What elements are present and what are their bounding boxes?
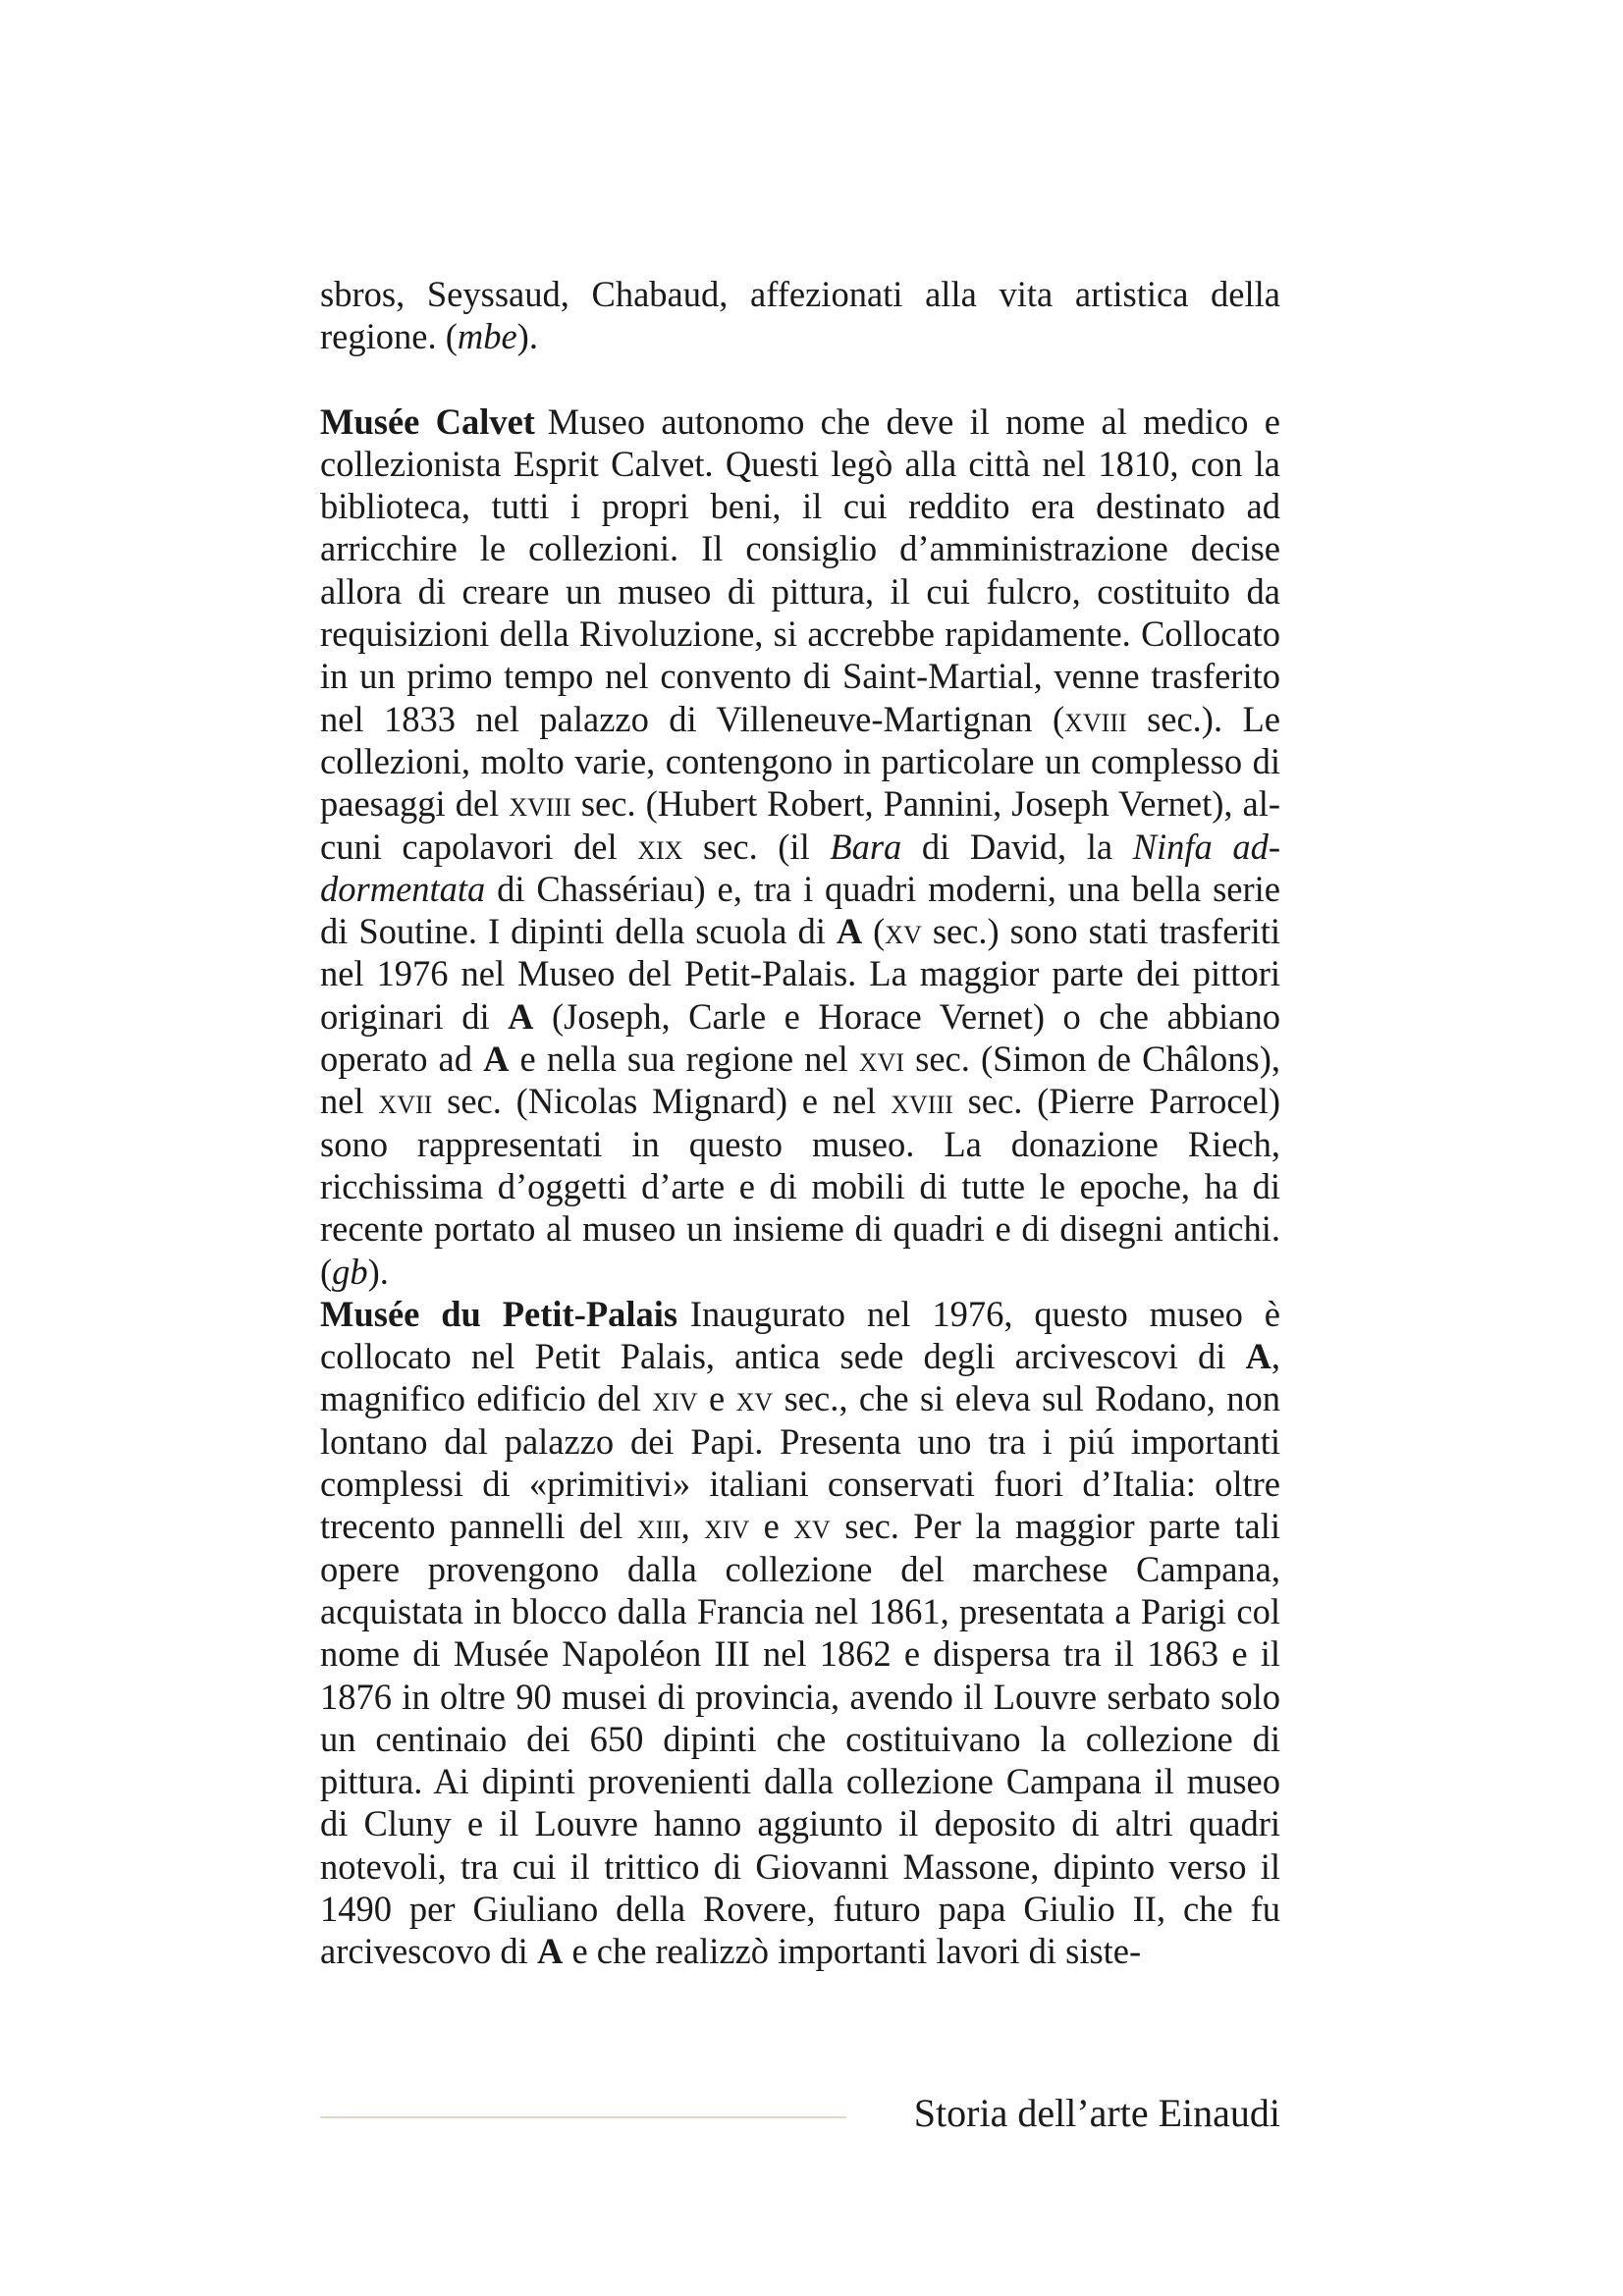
entry-heading: Musée du Petit-Palais [320,1293,678,1334]
century-numeral: xviii [1064,698,1127,739]
entry-text: , magnifico edificio del [320,1336,1280,1419]
century-numeral: xvi [858,1039,905,1080]
entry-text: ( [862,911,886,952]
century-numeral: xvii [378,1081,433,1122]
entry-text: sec. (Hubert Robert, Pannini, Joseph Vernet), alcuni capolavori del [320,783,1280,867]
century-numeral: xviii [891,1081,953,1122]
author-initials: gb [332,1251,368,1292]
entry-text: e nella sua regione nel [509,1039,859,1080]
century-numeral: xiv [652,1378,698,1419]
city-abbreviation: A [536,1931,564,1972]
footer-rule [320,2116,846,2118]
entry-text: di David, la [901,826,1133,867]
entry-text: e [749,1506,794,1547]
century-numeral: xiii [636,1506,681,1547]
entry-text: sec. Per la maggior parte tali opere provengono dalla collezione del marchese Campana, acquistata in blocco dalla Francia nel 1861, presentata a Parigi col nome di Musée Napoléon III nel 1862 e dispersa tra il 1863 e il 1876 in oltre 90 musei di provincia, avendo il Louvre serbato solo un centinaio dei 650 dipinti che costituivano la collezione di pittura. Ai dipinti provenienti dalla collezione Campana il museo di Cluny e il Louvre hanno aggiunto il deposito di altri quadri notevoli, tra cui il trittico di Giovanni Massone, dipinto verso il 1490 per Giuliano della Rovere, futuro papa Giulio II, che fu arcivescovo di [320,1506,1281,1972]
entry-text: ). [367,1251,389,1292]
page-footer [320,2086,1280,2145]
century-numeral: xv [793,1506,831,1547]
entry-text: , [680,1506,705,1547]
city-abbreviation: A [508,995,534,1037]
artwork-title: Bara [830,826,902,867]
century-numeral: xiv [704,1506,750,1547]
century-numeral: xviii [509,783,571,825]
author-initials: mbe [457,316,517,357]
intro-text: sbros, Seyssaud, Chabaud, affezionati alla vita artistica della regione. ( [320,274,1280,357]
century-numeral: xv [735,1378,774,1419]
entry-musee-du-petit-palais [320,1293,1280,1973]
century-numeral: xix [637,826,683,867]
entry-text: sec. (Simon de Châlons), nel [320,1039,1280,1122]
intro-paragraph [320,273,1280,358]
page-body [320,273,1280,1973]
entry-text: sec.). Le collezioni, molto varie, contengono in particolare un complesso di paesaggi del [320,698,1280,825]
entry-text: sec. (il [682,826,831,867]
entry-text: sec. (Nicolas Mignard) e nel [432,1081,892,1122]
artwork-title: Ninfa addormentata [320,826,1280,909]
century-numeral: xv [885,911,922,952]
entry-heading: Musée Calvet [320,400,535,442]
entry-text: e [697,1378,736,1419]
entry-text: Museo autonomo che deve il nome al medico e collezionista Esprit Calvet. Questi legò alla città nel 1810, con la biblioteca, tutti i propri beni, il cui reddito era destinato ad arricchire le collezioni. Il consiglio d’amministrazione decise allora di creare un museo di pittura, il cui fulcro, costituito da requisizioni della Rivoluzione, si accrebbe rapidamente. Collocato in un primo tempo nel convento di Saint-Martial, venne trasferito nel 1833 nel palazzo di Villeneuve-Martignan ( [320,400,1280,739]
entry-text: sec.) sono stati trasferiti nel 1976 nel Museo del Petit-Palais. La maggior parte dei pittori originari di [320,911,1280,1037]
city-abbreviation: A [836,911,863,952]
entry-text: (Joseph, Carle e Horace Vernet) o che abbiano operato ad [320,995,1281,1080]
city-abbreviation: A [1245,1336,1271,1377]
footer-title: Storia dell’arte Einaudi [913,2091,1280,2135]
entry-text: Inaugurato nel 1976, questo museo è collocato nel Petit Palais, antica sede degli arcivescovi di [320,1293,1281,1377]
city-abbreviation: A [483,1039,510,1080]
entry-text: sec. (Pierre Parrocel) sono rappresentati in questo museo. La donazione Riech, ricchissima d’oggetti d’arte e di mobili di tutte le epoche, ha di recente portato al museo un insieme di quadri e di disegni antichi. ( [320,1081,1281,1292]
entry-musee-calvet [320,400,1280,1293]
entry-text: sec., che si eleva sul Rodano, non lontano dal palazzo dei Papi. Presenta uno tra i piú importanti complessi di «primitivi» italiani conservati fuori d’Italia: oltre trecento pannelli del [320,1378,1281,1547]
entry-text: di Chassériau) e, tra i quadri moderni, una bella serie di Soutine. I dipinti della scuola di [320,868,1280,952]
intro-end: ). [516,316,538,357]
entry-text: e che realizzò importanti lavori di siste- [563,1931,1142,1972]
